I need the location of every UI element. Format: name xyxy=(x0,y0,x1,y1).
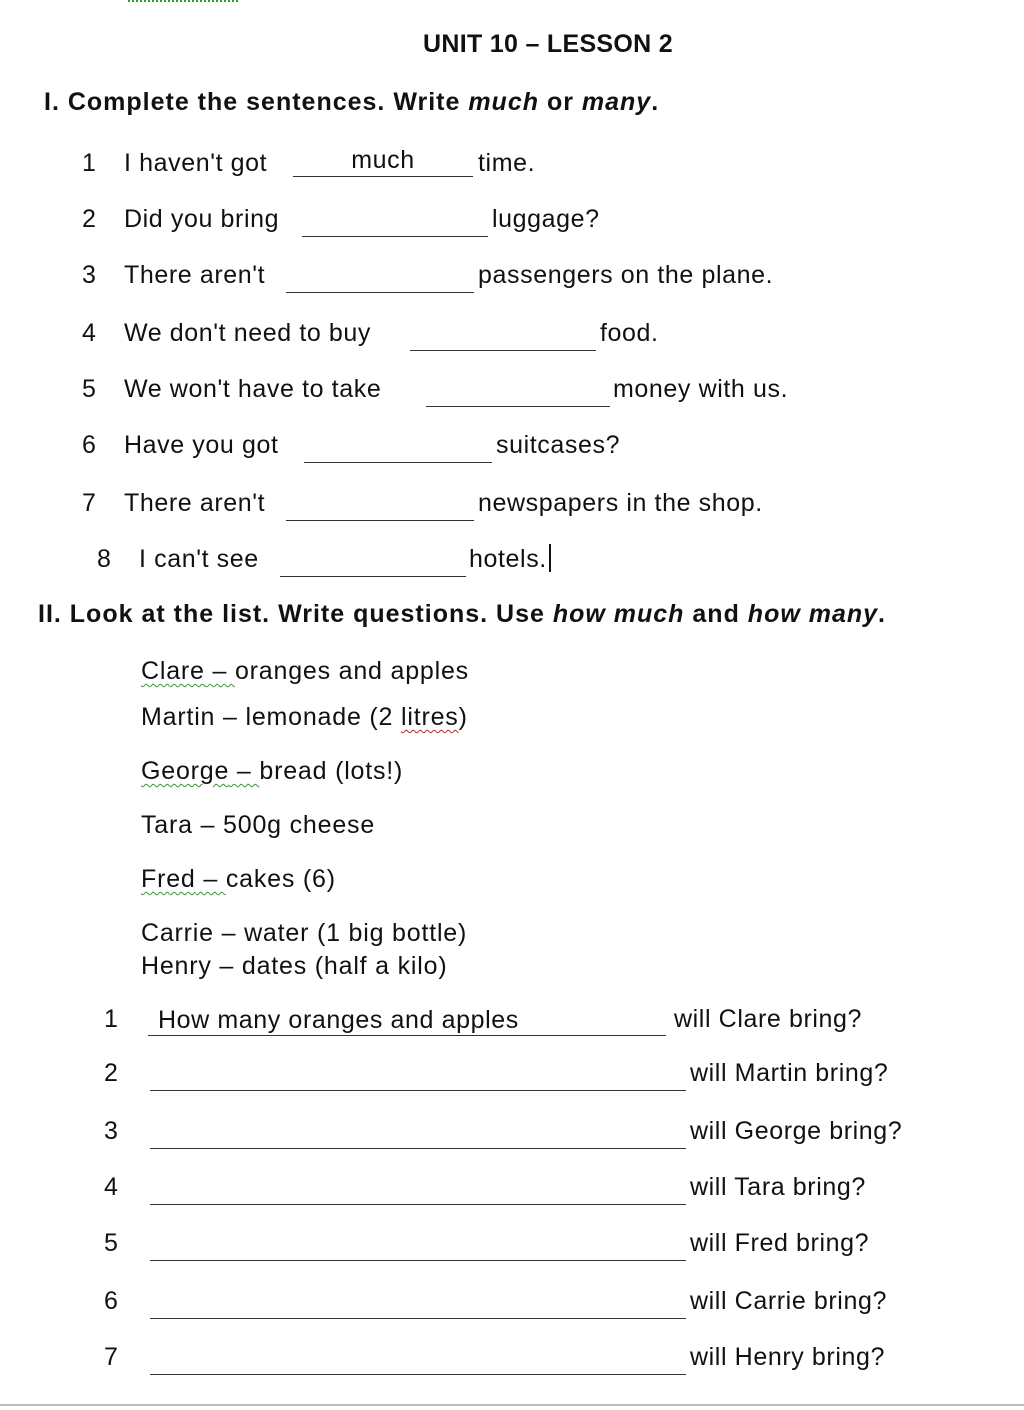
sentence-end: passengers on the plane. xyxy=(478,261,774,289)
list-dash: – xyxy=(204,657,235,685)
list-name: Martin xyxy=(141,703,216,731)
list-item-martin xyxy=(141,702,468,732)
list-name: Tara xyxy=(141,811,193,839)
item-number: 6 xyxy=(82,431,96,459)
list-dash: – xyxy=(195,865,226,893)
question-number: 1 xyxy=(104,1005,118,1033)
text-cursor xyxy=(549,544,551,572)
page-bottom-divider xyxy=(0,1404,1024,1406)
section2-heading-text: II. Look at the list. Write questions. Use xyxy=(38,600,553,628)
list-name: Henry xyxy=(141,952,212,980)
list-thing: dates (half a kilo) xyxy=(241,952,448,980)
question-answer-blank[interactable] xyxy=(150,1060,686,1091)
answer-blank[interactable] xyxy=(286,262,474,293)
question-number: 3 xyxy=(104,1117,118,1145)
answer-blank[interactable] xyxy=(426,376,610,407)
sentence-end xyxy=(469,544,551,574)
list-thing-tail: ) xyxy=(458,703,468,731)
list-dash: – xyxy=(213,919,245,947)
question-number: 6 xyxy=(104,1287,118,1315)
section1-heading-mid: or xyxy=(539,88,582,116)
list-item-henry xyxy=(141,951,447,981)
question-end: will Fred bring? xyxy=(690,1229,870,1257)
question-answer-blank[interactable] xyxy=(150,1230,686,1261)
item-number: 4 xyxy=(82,319,96,347)
answer-blank[interactable] xyxy=(280,546,466,577)
sentence-start: I haven't got xyxy=(124,149,268,177)
list-dash: – xyxy=(215,703,246,731)
question-number: 2 xyxy=(104,1059,118,1087)
list-item-clare xyxy=(141,656,469,686)
sentence-end: newspapers in the shop. xyxy=(478,489,763,517)
sentence-start: Have you got xyxy=(124,431,279,459)
question-end: will Henry bring? xyxy=(690,1343,885,1371)
list-name: Clare xyxy=(141,657,205,685)
sentence-end-text: hotels. xyxy=(469,545,547,573)
answer-blank[interactable] xyxy=(302,206,488,237)
item-number: 2 xyxy=(82,205,96,233)
previous-page-fragment xyxy=(20,0,240,4)
sentence-end: suitcases? xyxy=(496,431,621,459)
list-item-george xyxy=(141,756,403,786)
sentence-end: money with us. xyxy=(613,375,789,403)
answer-blank[interactable] xyxy=(286,490,474,521)
spellcheck-squiggle xyxy=(128,0,238,2)
sentence-start: Did you bring xyxy=(124,205,280,233)
question-end: will Clare bring? xyxy=(674,1005,863,1033)
question-answer-blank[interactable] xyxy=(150,1344,686,1375)
list-dash: – xyxy=(229,757,260,785)
list-item-fred xyxy=(141,864,336,894)
question-number: 4 xyxy=(104,1173,118,1201)
list-name: Fred xyxy=(141,865,196,893)
sentence-end: food. xyxy=(600,319,659,347)
sentence-start: I can't see xyxy=(139,545,259,573)
question-answer-blank[interactable] xyxy=(150,1288,686,1319)
section1-heading-word-much: much xyxy=(468,88,539,116)
section2-heading xyxy=(38,600,886,629)
section2-heading-word-how-much: how much xyxy=(552,600,685,628)
list-name: George xyxy=(141,757,230,785)
item-number: 7 xyxy=(82,489,96,517)
section2-heading-mid: and xyxy=(684,600,748,628)
list-item-carrie xyxy=(141,918,467,948)
section1-heading-suffix: . xyxy=(651,88,660,116)
sentence-end: time. xyxy=(478,149,536,177)
list-thing: oranges and apples xyxy=(234,657,469,685)
list-item-tara xyxy=(141,810,375,840)
answer-blank[interactable]: much xyxy=(293,146,473,177)
question-number: 7 xyxy=(104,1343,118,1371)
section2-heading-word-how-many: how many xyxy=(747,600,879,628)
question-answer-blank[interactable] xyxy=(150,1118,686,1149)
sentence-end: luggage? xyxy=(492,205,600,233)
answer-blank[interactable] xyxy=(304,432,492,463)
list-name: Carrie xyxy=(141,919,214,947)
item-number: 1 xyxy=(82,149,96,177)
list-thing: cakes (6) xyxy=(225,865,336,893)
section1-heading-word-many: many xyxy=(581,88,652,116)
question-answer-blank[interactable] xyxy=(150,1174,686,1205)
list-thing: bread (lots!) xyxy=(259,757,404,785)
question-answer-blank[interactable]: How many oranges and apples xyxy=(148,1006,666,1036)
list-dash: – xyxy=(211,952,242,980)
sentence-start: We won't have to take xyxy=(124,375,382,403)
item-number: 3 xyxy=(82,261,96,289)
section1-heading xyxy=(44,88,659,117)
list-thing: water (1 big bottle) xyxy=(244,919,468,947)
list-thing: lemonade (2 xyxy=(245,703,401,731)
question-end: will George bring? xyxy=(690,1117,903,1145)
item-number: 8 xyxy=(97,545,111,573)
list-dash: – xyxy=(192,811,224,839)
question-end: will Carrie bring? xyxy=(690,1287,887,1315)
answer-blank[interactable] xyxy=(410,320,596,351)
question-end: will Tara bring? xyxy=(690,1173,866,1201)
section1-heading-text: I. Complete the sentences. Write xyxy=(44,88,469,116)
sentence-start: There aren't xyxy=(124,489,266,517)
section2-heading-suffix: . xyxy=(878,600,886,628)
question-end: will Martin bring? xyxy=(690,1059,889,1087)
list-thing: 500g cheese xyxy=(223,811,376,839)
list-thing-extra: litres xyxy=(401,703,459,731)
question-number: 5 xyxy=(104,1229,118,1257)
item-number: 5 xyxy=(82,375,96,403)
sentence-start: There aren't xyxy=(124,261,266,289)
page-title: UNIT 10 – LESSON 2 xyxy=(423,30,673,58)
sentence-start: We don't need to buy xyxy=(124,319,372,347)
